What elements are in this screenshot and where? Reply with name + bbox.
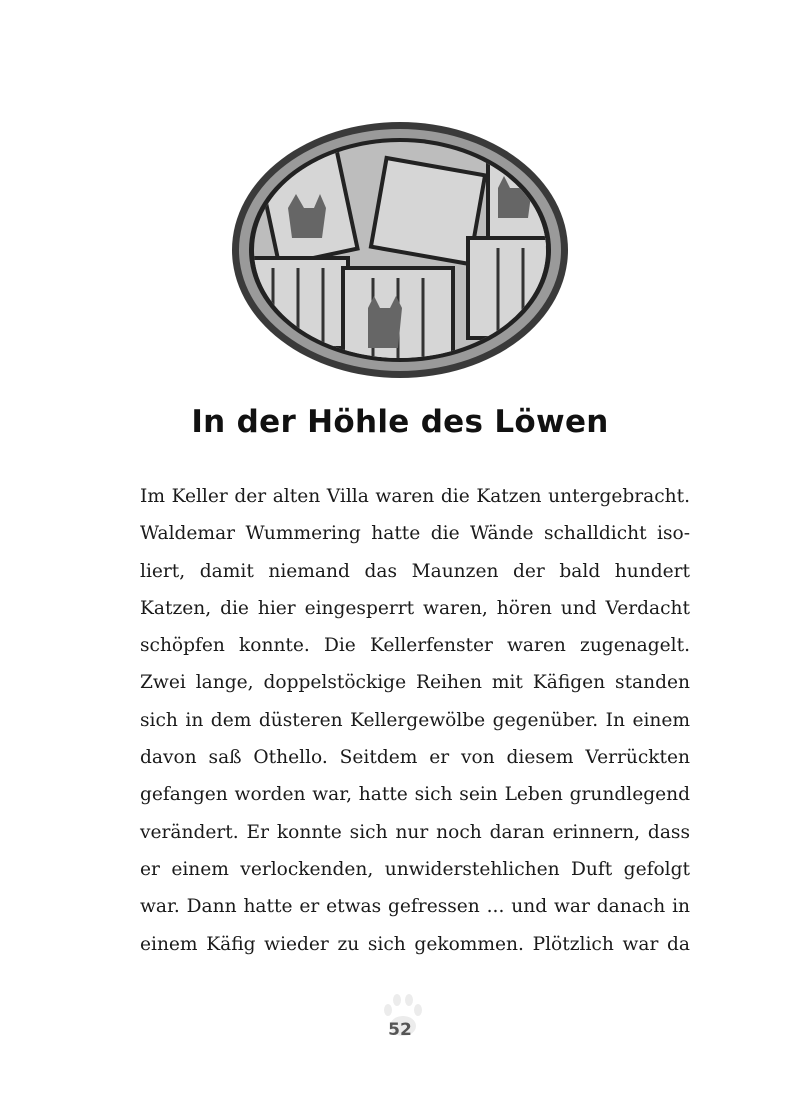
text-line: gefangen worden war, hatte sich sein Leben grundlegend bbox=[140, 784, 690, 806]
text-line: davon saß Othello. Seitdem er von diesem Verrückten bbox=[140, 747, 690, 769]
text-line: Zwei lange, doppelstöckige Reihen mit Käfigen standen bbox=[140, 672, 690, 694]
text-line: Waldemar Wummering hatte die Wände schalldicht iso- bbox=[140, 523, 690, 545]
text-line: einem Käfig wieder zu sich gekommen. Plötzlich war da bbox=[140, 933, 690, 955]
text-line: liert, damit niemand das Maunzen der bald hundert bbox=[140, 560, 690, 582]
text-line: war. Dann hatte er etwas gefressen ... und war danach in bbox=[140, 896, 690, 918]
text-line: schöpfen konnte. Die Kellerfenster waren zugenagelt. bbox=[140, 635, 690, 657]
chapter-illustration-cages bbox=[228, 118, 572, 382]
chapter-body-text bbox=[140, 478, 690, 963]
page-number: 52 bbox=[388, 1020, 412, 1040]
text-line: er einem verlockenden, unwiderstehlichen Duft gefolgt bbox=[140, 858, 690, 880]
chapter-title: In der Höhle des Löwen bbox=[191, 404, 609, 440]
text-line: Katzen, die hier eingesperrt waren, hören und Verdacht bbox=[140, 597, 690, 619]
text-line: sich in dem düsteren Kellergewölbe gegenüber. In einem bbox=[140, 709, 690, 731]
text-line: Im Keller der alten Villa waren die Katzen untergebracht. bbox=[140, 486, 690, 507]
text-line: verändert. Er konnte sich nur noch daran erinnern, dass bbox=[140, 821, 690, 843]
